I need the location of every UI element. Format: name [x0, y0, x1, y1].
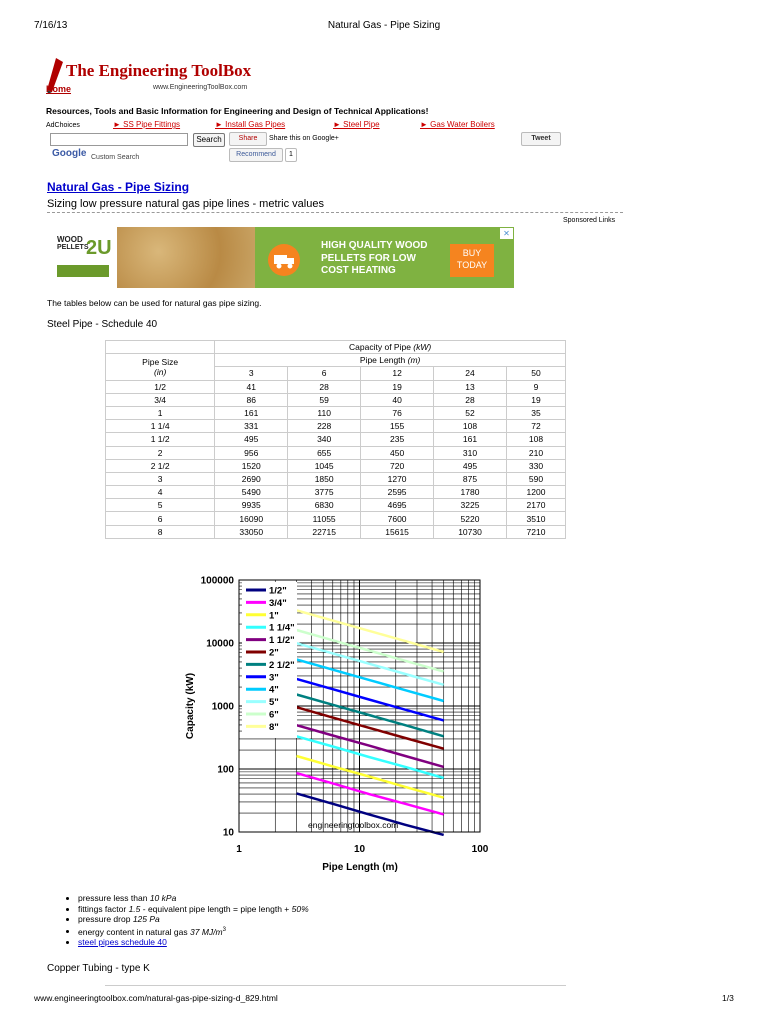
banner-logo-mid: PELLETS — [57, 244, 89, 251]
google-share-button[interactable]: Share — [229, 132, 267, 146]
capacity-cell: 22715 — [288, 525, 361, 538]
capacity-cell: 5490 — [215, 486, 288, 499]
legend-label: 5" — [269, 697, 279, 709]
buy-label: BUY — [462, 248, 482, 258]
capacity-chart — [180, 570, 500, 875]
page-subtitle: Sizing low pressure natural gas pipe lines - metric values — [47, 198, 324, 210]
capacity-cell: 331 — [215, 420, 288, 433]
pipe-size-cell: 1/2 — [106, 380, 215, 393]
note-value: 37 MJ/m — [190, 926, 223, 937]
note-text: pressure drop — [78, 914, 133, 924]
capacity-cell: 340 — [288, 433, 361, 446]
table-row — [106, 486, 566, 499]
pipe-size-cell: 3/4 — [106, 393, 215, 406]
table-row — [106, 393, 566, 406]
home-link[interactable]: Home — [46, 84, 72, 94]
capacity-cell: 956 — [215, 446, 288, 459]
note-text: energy content in natural gas — [78, 926, 190, 937]
capacity-cell: 11055 — [288, 512, 361, 525]
facebook-recommend-button[interactable]: Recommend — [229, 148, 283, 162]
capacity-cell: 110 — [288, 406, 361, 419]
capacity-cell: 1520 — [215, 459, 288, 472]
capacity-cell: 3225 — [434, 499, 507, 512]
intro-text: The tables below can be used for natural gas pipe sizing. — [47, 298, 262, 308]
capacity-cell: 108 — [506, 433, 565, 446]
wood-pellets-image — [117, 227, 255, 288]
pipe-size-cell: 5 — [106, 499, 215, 512]
notes-list — [60, 893, 309, 947]
capacity-cell: 72 — [506, 420, 565, 433]
note-pressure-drop — [78, 914, 309, 925]
ad-link-gas-water-boilers[interactable]: ► Gas Water Boilers — [420, 120, 495, 129]
pipe-size-cell: 1 1/2 — [106, 433, 215, 446]
table-corner — [106, 341, 215, 354]
steel-pipes-link[interactable]: steel pipes schedule 40 — [78, 936, 167, 947]
length-value-cell: 3 — [215, 367, 288, 380]
capacity-cell: 235 — [361, 433, 434, 446]
tweet-button[interactable]: Tweet — [521, 132, 561, 146]
custom-search-label: Custom Search — [91, 154, 140, 161]
series-line — [297, 725, 444, 767]
capacity-cell: 161 — [215, 406, 288, 419]
pipe-size-header — [106, 354, 215, 380]
banner-text-line: PELLETS FOR LOW — [321, 252, 416, 264]
capacity-cell: 1045 — [288, 459, 361, 472]
capacity-label: Capacity of Pipe — [349, 342, 414, 353]
banner-text-line: HIGH QUALITY WOOD — [321, 240, 428, 251]
x-tick-label: 100 — [471, 844, 489, 855]
banner-ad[interactable] — [53, 227, 514, 288]
google-logo: Google — [52, 148, 87, 159]
legend-label: 2 1/2" — [269, 659, 295, 671]
capacity-cell: 720 — [361, 459, 434, 472]
pipe-size-cell: 1 1/4 — [106, 420, 215, 433]
note-value: 10 kPa — [149, 893, 177, 903]
capacity-header — [215, 341, 566, 354]
capacity-cell: 41 — [215, 380, 288, 393]
pipe-size-cell: 1 — [106, 406, 215, 419]
section-copper-tubing: Copper Tubing - type K — [47, 963, 150, 974]
legend-label: 1 1/2" — [269, 635, 295, 647]
legend-label: 4" — [269, 684, 279, 696]
series-line — [297, 773, 444, 814]
legend-label: 1 1/4" — [269, 622, 295, 634]
capacity-cell: 655 — [288, 446, 361, 459]
x-axis-label: Pipe Length (m) — [322, 862, 398, 873]
table-row — [106, 446, 566, 459]
note-text: fittings factor — [78, 903, 129, 914]
length-value-cell: 24 — [434, 367, 507, 380]
tagline: Resources, Tools and Basic Information for Engineering and Design of Technical Applications! — [46, 106, 429, 116]
table-row — [106, 433, 566, 446]
chart-watermark: engineeringtoolbox.com — [308, 820, 399, 830]
capacity-cell: 875 — [434, 472, 507, 485]
recommend-count: 1 — [285, 148, 297, 162]
adchoices-label[interactable]: AdChoices — [46, 122, 80, 129]
pipe-size-cell: 2 1/2 — [106, 459, 215, 472]
length-unit: (m) — [407, 355, 421, 366]
pipe-size-cell: 4 — [106, 486, 215, 499]
legend-label: 3/4" — [269, 597, 287, 609]
table-row — [106, 380, 566, 393]
table-row — [106, 459, 566, 472]
table-header-row — [106, 341, 566, 354]
capacity-cell: 86 — [215, 393, 288, 406]
capacity-cell: 2690 — [215, 472, 288, 485]
pipe-size-cell: 2 — [106, 446, 215, 459]
capacity-cell: 210 — [506, 446, 565, 459]
capacity-cell: 16090 — [215, 512, 288, 525]
x-tick-label: 1 — [236, 844, 242, 855]
note-text: pressure less than — [78, 893, 150, 903]
capacity-cell: 10730 — [434, 525, 507, 538]
y-tick-label: 10000 — [206, 638, 234, 650]
sponsored-links-label: Sponsored Links — [563, 217, 616, 224]
capacity-cell: 495 — [434, 459, 507, 472]
capacity-cell: 108 — [434, 420, 507, 433]
pipe-size-unit: (in) — [154, 366, 167, 377]
pipe-size-cell: 6 — [106, 512, 215, 525]
print-title: Natural Gas - Pipe Sizing — [327, 20, 441, 31]
banner-text — [321, 240, 427, 278]
search-input[interactable] — [50, 133, 188, 146]
capacity-cell: 310 — [434, 446, 507, 459]
capacity-cell: 28 — [434, 393, 507, 406]
banner-logo — [53, 227, 117, 288]
search-button[interactable]: Search — [193, 133, 225, 147]
table-row — [106, 472, 566, 485]
note-value: 125 Pa — [132, 914, 160, 924]
capacity-cell: 2595 — [361, 486, 434, 499]
table-row — [106, 525, 566, 538]
length-header — [215, 354, 566, 367]
note-energy — [78, 925, 309, 937]
capacity-cell: 7600 — [361, 512, 434, 525]
table-body — [106, 341, 566, 539]
y-tick-label: 100 — [217, 764, 234, 776]
note-pressure — [78, 893, 309, 904]
section-steel-pipe: Steel Pipe - Schedule 40 — [47, 319, 158, 330]
capacity-cell: 19 — [506, 393, 565, 406]
ad-link-steel-pipe[interactable]: ► Steel Pipe — [333, 120, 380, 129]
capacity-cell: 35 — [506, 406, 565, 419]
banner-logo-2u: 2U — [86, 237, 112, 259]
ad-close-icon[interactable]: ✕ — [500, 228, 513, 239]
banner-logo-icons — [57, 265, 109, 277]
print-date: 7/16/13 — [34, 20, 68, 31]
capacity-cell: 1200 — [506, 486, 565, 499]
x-tick-label: 10 — [353, 844, 366, 855]
capacity-cell: 9 — [506, 380, 565, 393]
today-label: TODAY — [456, 260, 488, 270]
capacity-cell: 1270 — [361, 472, 434, 485]
banner-logo-top: WOOD — [57, 235, 83, 244]
capacity-cell: 9935 — [215, 499, 288, 512]
length-value-cell: 12 — [361, 367, 434, 380]
ad-link-install-gas-pipes[interactable]: ► Install Gas Pipes — [215, 120, 286, 129]
legend-label: 6" — [269, 709, 279, 721]
chart-series — [297, 610, 444, 835]
capacity-cell: 59 — [288, 393, 361, 406]
note-text: - equivalent pipe length = pipe length + — [140, 903, 292, 914]
capacity-cell: 3775 — [288, 486, 361, 499]
table-row — [106, 512, 566, 525]
ad-link-ss-pipe-fittings[interactable]: ► SS Pipe Fittings — [113, 120, 181, 129]
capacity-cell: 15615 — [361, 525, 434, 538]
length-value-cell: 50 — [506, 367, 565, 380]
capacity-cell: 590 — [506, 472, 565, 485]
length-label: Pipe Length — [359, 355, 408, 366]
capacity-cell: 3510 — [506, 512, 565, 525]
capacity-cell: 1850 — [288, 472, 361, 485]
capacity-cell: 76 — [361, 406, 434, 419]
footer-page: 1/3 — [722, 993, 734, 1003]
table-row — [106, 499, 566, 512]
capacity-cell: 6830 — [288, 499, 361, 512]
capacity-cell: 13 — [434, 380, 507, 393]
pipe-size-cell: 8 — [106, 525, 215, 538]
pipe-capacity-table — [105, 340, 566, 539]
series-line — [297, 756, 444, 798]
banner-text-line: COST HEATING — [321, 265, 396, 276]
page-title[interactable]: Natural Gas - Pipe Sizing — [47, 180, 190, 194]
y-tick-label: 1000 — [211, 701, 234, 713]
capacity-cell: 33050 — [215, 525, 288, 538]
capacity-cell: 161 — [434, 433, 507, 446]
table-header-row — [106, 354, 566, 367]
site-logo-text: The Engineering ToolBox — [66, 61, 252, 80]
note-value: 50% — [291, 903, 309, 914]
buy-today-button[interactable] — [450, 244, 494, 277]
capacity-unit: (kW) — [413, 342, 432, 353]
pipe-size-cell: 3 — [106, 472, 215, 485]
capacity-cell: 450 — [361, 446, 434, 459]
length-value-cell: 6 — [288, 367, 361, 380]
google-share-text: Share this on Google+ — [269, 135, 339, 142]
y-axis-label: Capacity (kW) — [185, 672, 196, 740]
table-row — [106, 406, 566, 419]
divider — [47, 212, 623, 213]
table-row — [106, 420, 566, 433]
y-tick-label: 10 — [222, 827, 234, 839]
legend-label: 2" — [269, 647, 279, 659]
capacity-cell: 4695 — [361, 499, 434, 512]
note-link-item — [78, 937, 309, 948]
legend-label: 3" — [269, 672, 279, 684]
note-value: 1.5 — [128, 903, 141, 914]
note-fittings — [78, 904, 309, 915]
legend-label: 8" — [269, 721, 279, 733]
capacity-cell: 19 — [361, 380, 434, 393]
capacity-cell: 5220 — [434, 512, 507, 525]
chart-legend — [242, 582, 297, 738]
footer-url: www.engineeringtoolbox.com/natural-gas-pipe-sizing-d_829.html — [34, 993, 278, 1003]
copper-table-top — [105, 985, 566, 986]
capacity-cell: 495 — [215, 433, 288, 446]
pipe-size-label: Pipe Size — [142, 356, 179, 367]
legend-label: 1" — [269, 610, 279, 622]
note-sup: 3 — [222, 926, 226, 933]
legend-label: 1/2" — [269, 585, 287, 597]
capacity-cell: 1780 — [434, 486, 507, 499]
capacity-cell: 40 — [361, 393, 434, 406]
capacity-cell: 228 — [288, 420, 361, 433]
capacity-cell: 330 — [506, 459, 565, 472]
series-line — [297, 643, 444, 685]
truck-icon — [268, 244, 300, 276]
y-tick-label: 100000 — [200, 575, 234, 587]
capacity-cell: 7210 — [506, 525, 565, 538]
capacity-cell: 52 — [434, 406, 507, 419]
capacity-cell: 2170 — [506, 499, 565, 512]
capacity-cell: 155 — [361, 420, 434, 433]
site-url: www.EngineeringToolBox.com — [153, 84, 248, 91]
capacity-cell: 28 — [288, 380, 361, 393]
